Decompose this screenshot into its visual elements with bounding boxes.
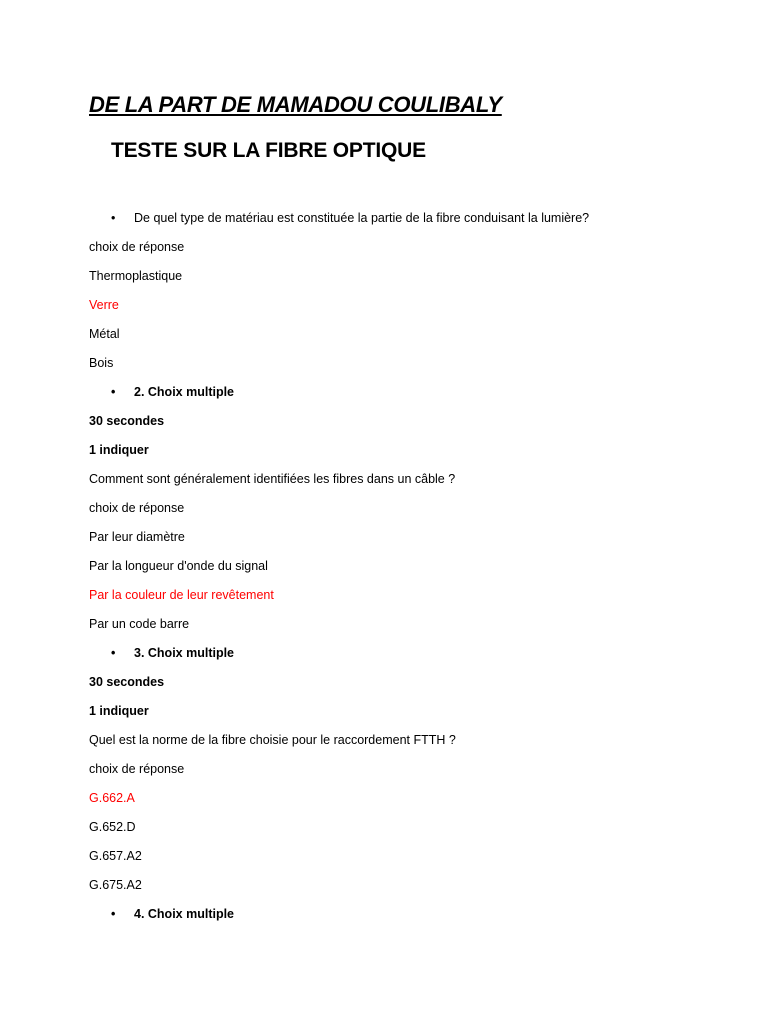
q3-option-4: G.675.A2	[89, 878, 142, 892]
q2-time: 30 secondes	[89, 414, 165, 428]
bullet-icon: •	[111, 646, 116, 660]
q3-option-2: G.652.D	[89, 820, 136, 834]
q3-option-3: G.657.A2	[89, 849, 142, 863]
q2-option-4: Par un code barre	[89, 617, 190, 631]
q2-choices-label: choix de réponse	[89, 501, 185, 515]
q3-points: 1 indiquer	[89, 704, 149, 718]
q4-heading	[89, 904, 709, 933]
q1-option-3: Métal	[89, 327, 120, 341]
q3-heading-text: 3. Choix multiple	[134, 646, 235, 660]
q2-heading-text: 2. Choix multiple	[134, 385, 235, 399]
q2-question: Comment sont généralement identifiées les fibres dans un câble ?	[89, 472, 456, 486]
q3-option-1-correct: G.662.A	[89, 791, 135, 805]
quiz-content	[89, 208, 709, 933]
bullet-icon: •	[111, 907, 116, 921]
q2-points: 1 indiquer	[89, 443, 149, 457]
q4-heading-text: 4. Choix multiple	[134, 907, 235, 921]
q2-heading	[89, 382, 709, 411]
q1-option-1: Thermoplastique	[89, 269, 183, 283]
q3-choices-label: choix de réponse	[89, 762, 185, 776]
bullet-icon: •	[111, 211, 116, 225]
q3-question: Quel est la norme de la fibre choisie pour le raccordement FTTH ?	[89, 733, 456, 747]
q1-option-2-correct: Verre	[89, 298, 119, 312]
q2-option-1: Par leur diamètre	[89, 530, 185, 544]
q1-option-4: Bois	[89, 356, 114, 370]
q2-option-2: Par la longueur d'onde du signal	[89, 559, 268, 573]
q3-time: 30 secondes	[89, 675, 165, 689]
bullet-icon: •	[111, 385, 116, 399]
q1-choices-label: choix de réponse	[89, 240, 185, 254]
q2-option-3-correct: Par la couleur de leur revêtement	[89, 588, 274, 602]
q3-heading	[89, 643, 709, 672]
document-title: TESTE SUR LA FIBRE OPTIQUE	[111, 139, 426, 162]
q1-question	[89, 208, 709, 237]
q1-question-text: De quel type de matériau est constituée la partie de la fibre conduisant la lumière?	[134, 211, 590, 225]
author-line: DE LA PART DE MAMADOU COULIBALY	[89, 92, 502, 117]
